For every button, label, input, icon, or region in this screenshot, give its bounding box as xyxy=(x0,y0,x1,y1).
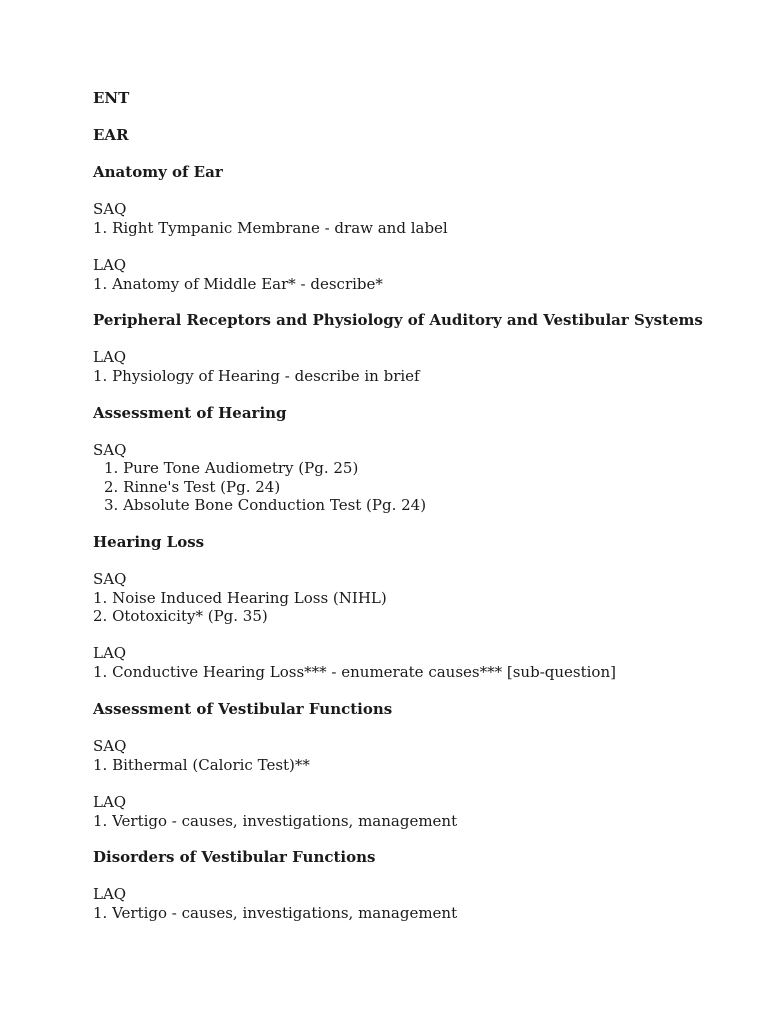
saq-label: SAQ xyxy=(93,570,127,588)
section-heading: Assessment of Hearing xyxy=(93,404,287,422)
saq-label: SAQ xyxy=(93,200,127,218)
question-item: 1. Noise Induced Hearing Loss (NIHL) xyxy=(93,589,387,607)
question-item: 1. Bithermal (Caloric Test)** xyxy=(93,756,310,774)
saq-label: SAQ xyxy=(93,737,127,755)
question-item: 2. Rinne's Test (Pg. 24) xyxy=(104,478,281,496)
question-item: 2. Ototoxicity* (Pg. 35) xyxy=(93,607,268,625)
laq-label: LAQ xyxy=(93,885,127,903)
laq-label: LAQ xyxy=(93,256,127,274)
laq-label: LAQ xyxy=(93,644,127,662)
doc-part: EAR xyxy=(93,126,129,144)
question-item: 1. Vertigo - causes, investigations, management xyxy=(93,904,458,922)
question-item: 1. Vertigo - causes, investigations, management xyxy=(93,812,458,830)
question-item: 3. Absolute Bone Conduction Test (Pg. 24) xyxy=(104,496,427,514)
question-item: 1. Pure Tone Audiometry (Pg. 25) xyxy=(104,459,359,477)
section-heading: Assessment of Vestibular Functions xyxy=(93,700,393,718)
laq-label: LAQ xyxy=(93,348,127,366)
question-item: 1. Anatomy of Middle Ear* - describe* xyxy=(93,275,383,293)
question-item: 1. Right Tympanic Membrane - draw and label xyxy=(93,219,448,237)
question-item: 1. Physiology of Hearing - describe in brief xyxy=(93,367,420,385)
section-heading: Disorders of Vestibular Functions xyxy=(93,848,376,866)
laq-label: LAQ xyxy=(93,793,127,811)
doc-title: ENT xyxy=(93,89,130,107)
saq-label: SAQ xyxy=(93,441,127,459)
section-heading: Peripheral Receptors and Physiology of Auditory and Vestibular Systems xyxy=(93,311,703,329)
section-heading: Hearing Loss xyxy=(93,533,205,551)
section-heading: Anatomy of Ear xyxy=(93,163,223,181)
question-item: 1. Conductive Hearing Loss*** - enumerate causes*** [sub-question] xyxy=(93,663,616,681)
